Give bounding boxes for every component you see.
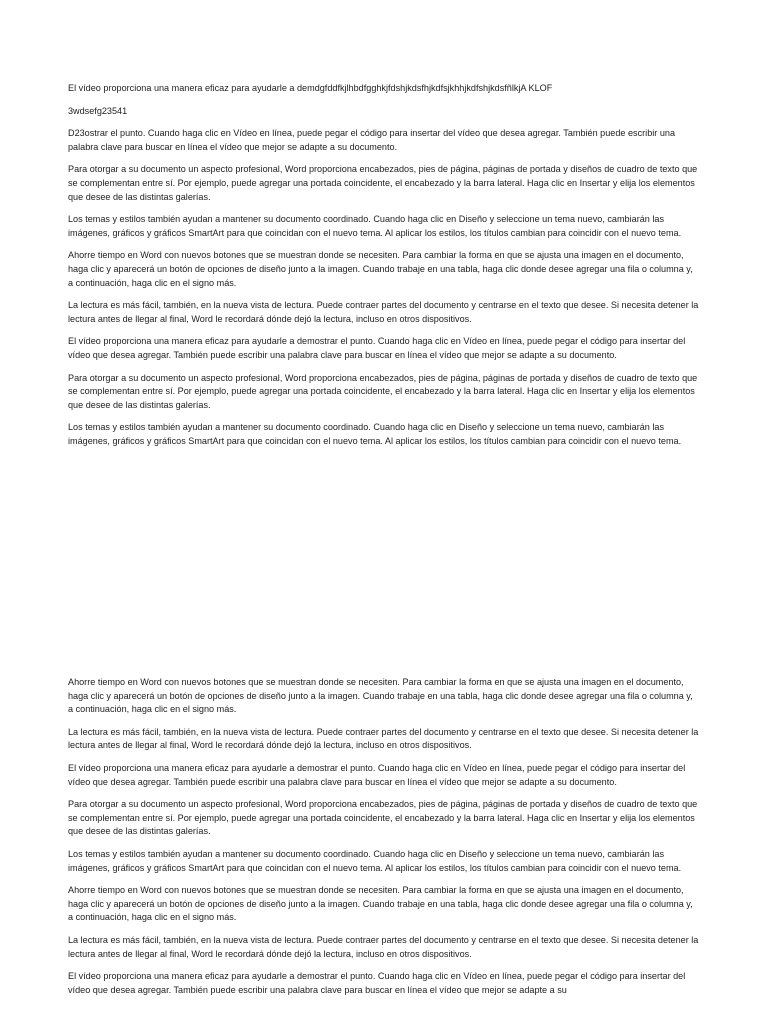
paragraph: El vídeo proporciona una manera eficaz para ayudarle a demostrar el punto. Cuando haga clic en Vídeo en línea, puede pegar el código para insertar del vídeo que desea agregar. También puede escribir una palabra clave para buscar en línea el vídeo que mejor se adapte a su xyxy=(68,971,686,995)
paragraph: 3wdsefg23541 xyxy=(68,105,128,116)
paragraph: Ahorre tiempo en Word con nuevos botones que se muestran donde se necesiten. Para cambiar la forma en que se ajusta una imagen en el documento, haga clic y aparecerá un botón de opciones de diseño junto a la imagen. Cuando trabaje en una tabla, haga clic donde desee agregar una fila o columna y, a continuación, haga clic en el signo más. xyxy=(68,250,693,288)
paragraph: Ahorre tiempo en Word con nuevos botones que se muestran donde se necesiten. Para cambiar la forma en que se ajusta una imagen en el documento, haga clic y aparecerá un botón de opciones de diseño junto a la imagen. Cuando trabaje en una tabla, haga clic donde desee agregar una fila o columna y, a continuación, haga clic en el signo más. xyxy=(68,885,693,923)
paragraph: Para otorgar a su documento un aspecto profesional, Word proporciona encabezados, pies de página, páginas de portada y diseños de cuadro de texto que se complementan entre sí. Por ejemplo, puede agregar una portada coincidente, el encabezado y la barra lateral. Haga clic en Insertar y elija los elementos que desee de las distintas galerías. xyxy=(68,372,698,410)
paragraph: Ahorre tiempo en Word con nuevos botones que se muestran donde se necesiten. Para cambiar la forma en que se ajusta una imagen en el documento, haga clic y aparecerá un botón de opciones de diseño junto a la imagen. Cuando trabaje en una tabla, haga clic donde desee agregar una fila o columna y, a continuación, haga clic en el signo más. xyxy=(68,677,693,715)
paragraph: El vídeo proporciona una manera eficaz para ayudarle a demdgfddfkjlhbdfgghkjfdshjkdsfhjkdfsjkhhjkdfshjkdsfñlkjA KLOF xyxy=(68,83,553,93)
paragraph: Para otorgar a su documento un aspecto profesional, Word proporciona encabezados, pies de página, páginas de portada y diseños de cuadro de texto que se complementan entre sí. Por ejemplo, puede agregar una portada coincidente, el encabezado y la barra lateral. Haga clic en Insertar y elija los elementos que desee de las distintas galerías. xyxy=(68,799,698,837)
document-page-2 xyxy=(68,676,700,1006)
paragraph: D23ostrar el punto. Cuando haga clic en Vídeo en línea, puede pegar el código para insertar del vídeo que desea agregar. También puede escribir una palabra clave para buscar en línea el vídeo que mejor se adapte a su documento. xyxy=(68,128,676,152)
paragraph: El vídeo proporciona una manera eficaz para ayudarle a demostrar el punto. Cuando haga clic en Vídeo en línea, puede pegar el código para insertar del vídeo que desea agregar. También puede escribir una palabra clave para buscar en línea el vídeo que mejor se adapte a su documento. xyxy=(68,336,686,360)
paragraph: La lectura es más fácil, también, en la nueva vista de lectura. Puede contraer partes del documento y centrarse en el texto que desee. Si necesita detener la lectura antes de llegar al final, Word le recordará dónde dejó la lectura, incluso en otros dispositivos. xyxy=(68,300,699,324)
paragraph: La lectura es más fácil, también, en la nueva vista de lectura. Puede contraer partes del documento y centrarse en el texto que desee. Si necesita detener la lectura antes de llegar al final, Word le recordará dónde dejó la lectura, incluso en otros dispositivos. xyxy=(68,726,699,751)
paragraph: La lectura es más fácil, también, en la nueva vista de lectura. Puede contraer partes del documento y centrarse en el texto que desee. Si necesita detener la lectura antes de llegar al final, Word le recordará dónde dejó la lectura, incluso en otros dispositivos. xyxy=(68,934,699,959)
paragraph: Los temas y estilos también ayudan a mantener su documento coordinado. Cuando haga clic en Diseño y seleccione un tema nuevo, cambiarán las imágenes, gráficos y gráficos SmartArt para que coincidan con el nuevo tema. Al aplicar los estilos, los títulos cambian para coincidir con el nuevo tema. xyxy=(68,422,682,446)
paragraph: El vídeo proporciona una manera eficaz para ayudarle a demostrar el punto. Cuando haga clic en Vídeo en línea, puede pegar el código para insertar del vídeo que desea agregar. También puede escribir una palabra clave para buscar en línea el vídeo que mejor se adapte a su documento. xyxy=(68,762,686,787)
paragraph: Para otorgar a su documento un aspecto profesional, Word proporciona encabezados, pies de página, páginas de portada y diseños de cuadro de texto que se complementan entre sí. Por ejemplo, puede agregar una portada coincidente, el encabezado y la barra lateral. Haga clic en Insertar y elija los elementos que desee de las distintas galerías. xyxy=(68,164,698,202)
paragraph: Los temas y estilos también ayudan a mantener su documento coordinado. Cuando haga clic en Diseño y seleccione un tema nuevo, cambiarán las imágenes, gráficos y gráficos SmartArt para que coincidan con el nuevo tema. Al aplicar los estilos, los títulos cambian para coincidir con el nuevo tema. xyxy=(68,848,682,873)
paragraph: Los temas y estilos también ayudan a mantener su documento coordinado. Cuando haga clic en Diseño y seleccione un tema nuevo, cambiarán las imágenes, gráficos y gráficos SmartArt para que coincidan con el nuevo tema. Al aplicar los estilos, los títulos cambian para coincidir con el nuevo tema. xyxy=(68,214,682,238)
document-page-1 xyxy=(68,82,700,457)
